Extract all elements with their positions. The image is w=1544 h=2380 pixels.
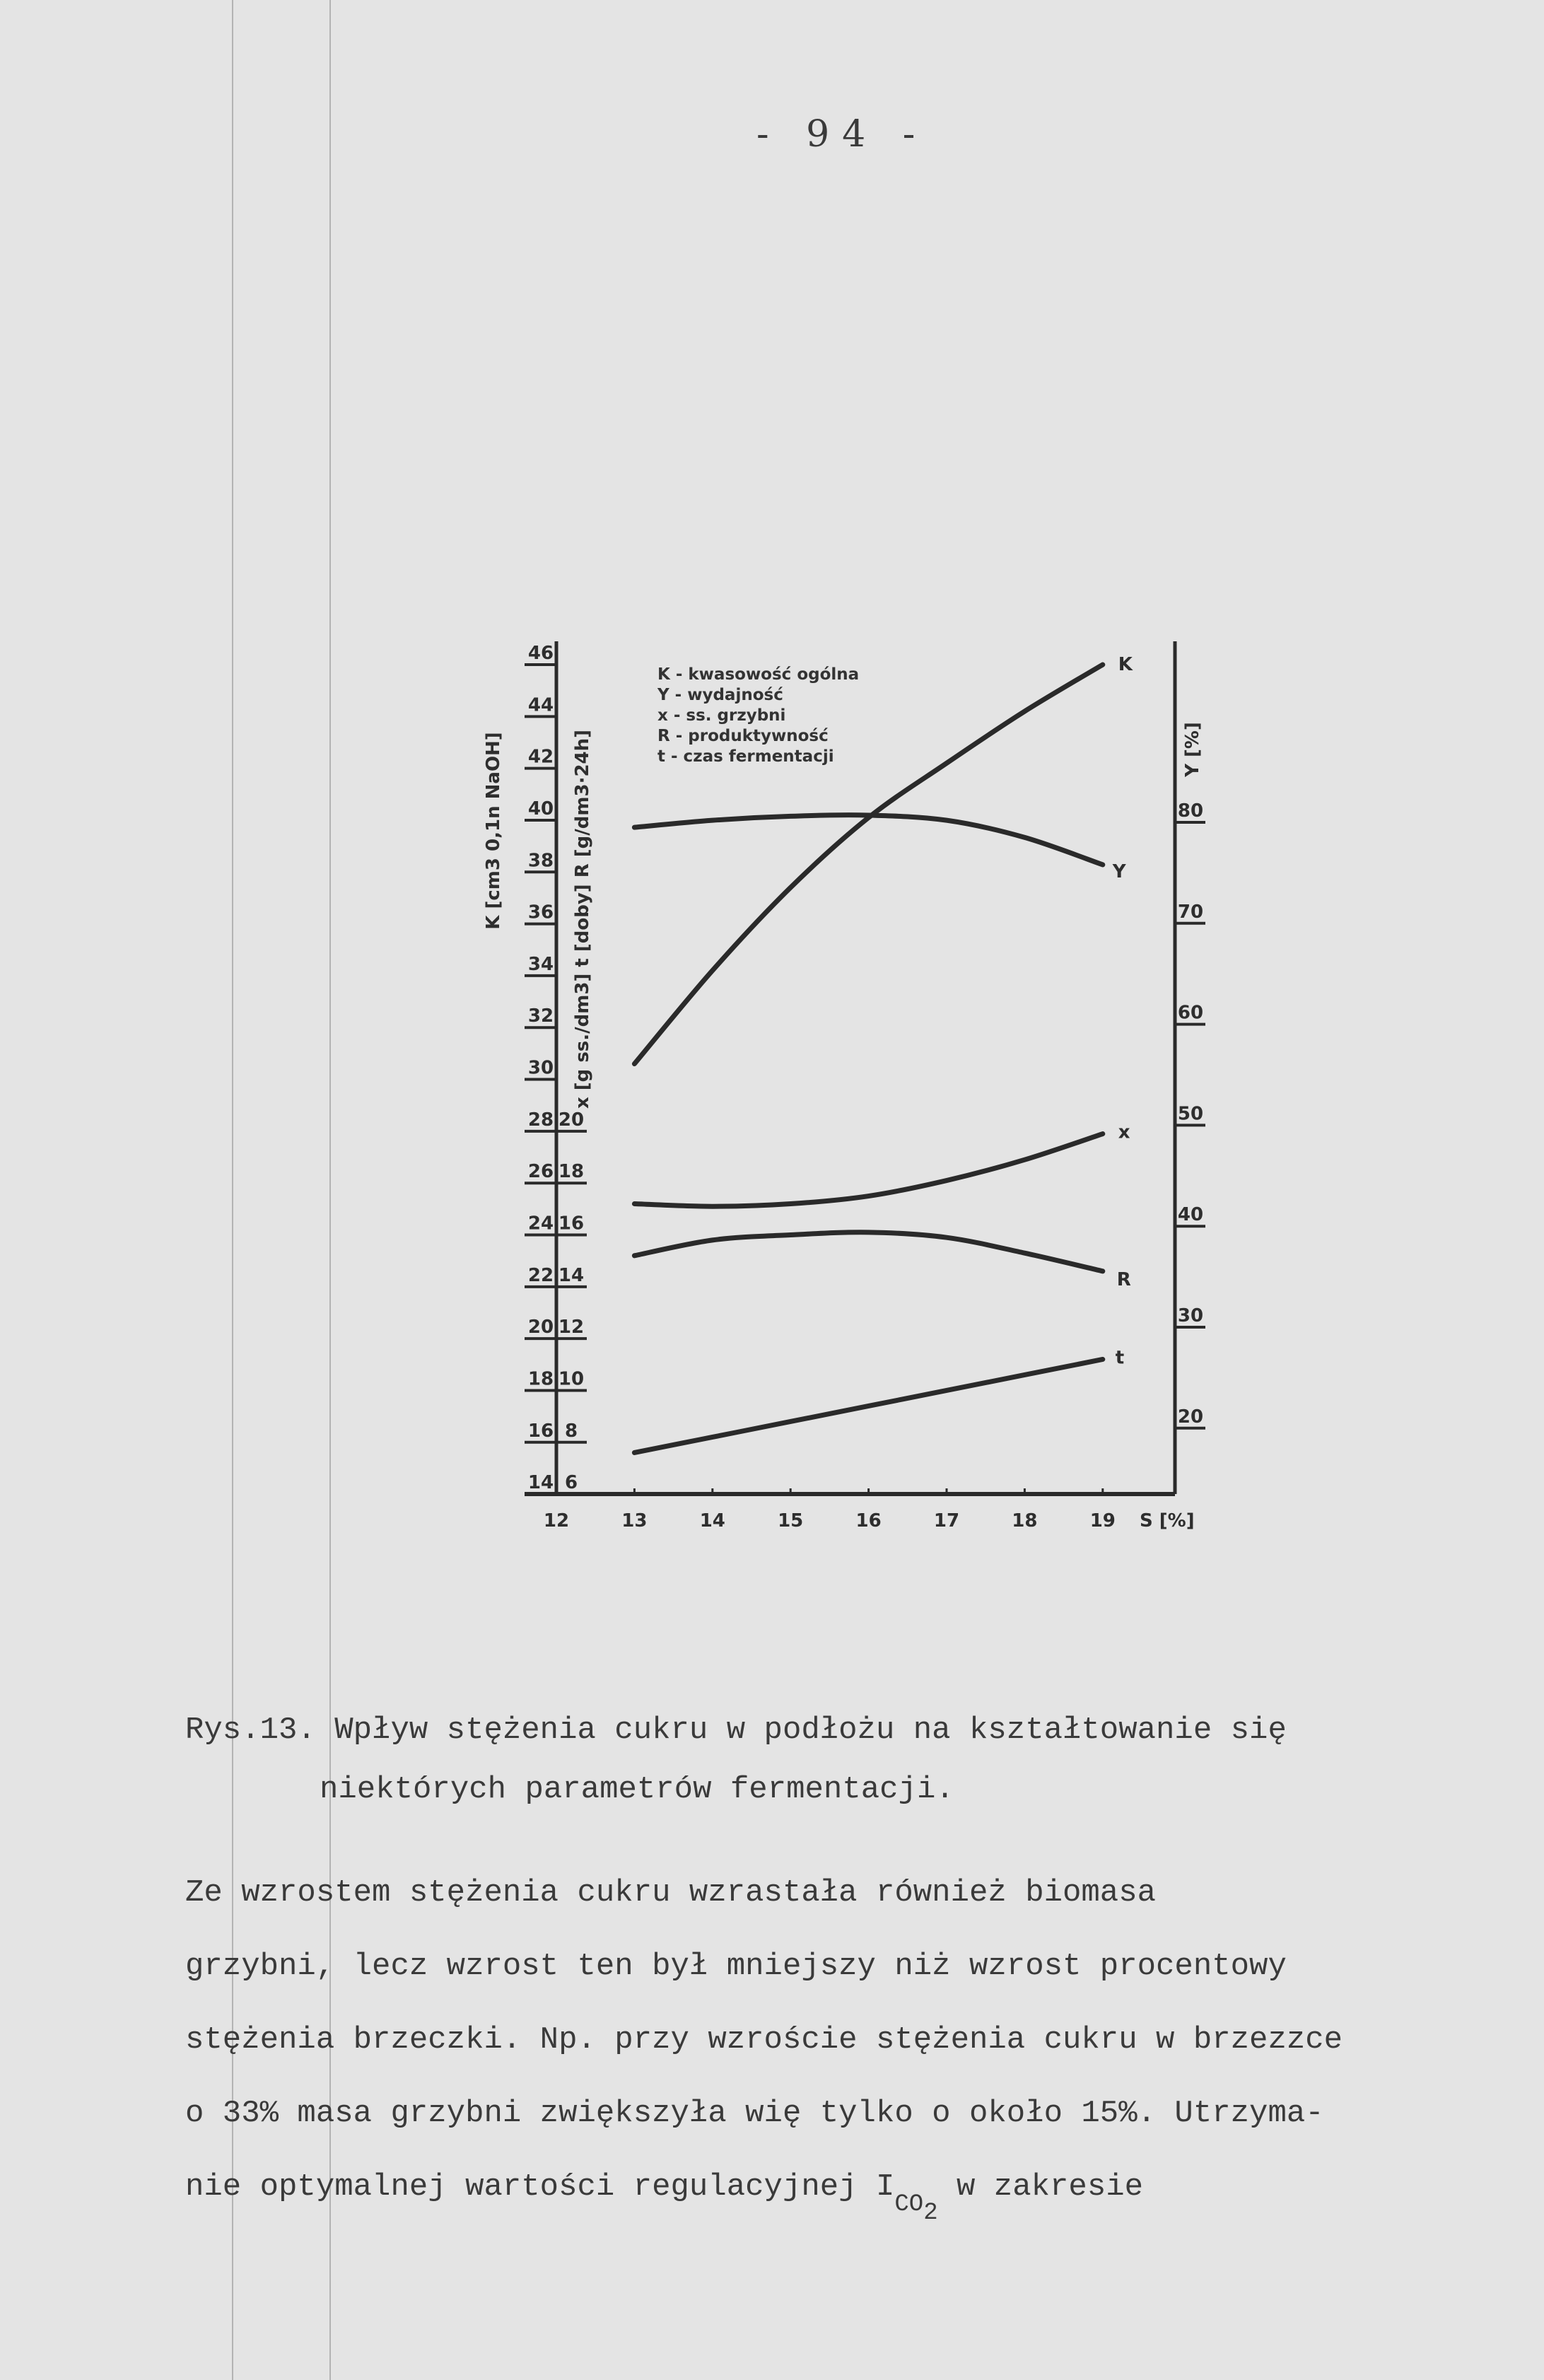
y-axis-title: Y [%] (1182, 722, 1203, 777)
legend-item-t: t - czas fermentacji (657, 747, 834, 766)
body-line: Ze wzrostem stężenia cukru wzrastała również biomasa (185, 1875, 1157, 1911)
inner-axis-tick-label: 20 (558, 1109, 585, 1131)
k-axis-tick-label: 34 (527, 953, 554, 975)
series-line-x (634, 1134, 1102, 1207)
x-axis-tick-label: 13 (621, 1510, 648, 1532)
series-end-label-r: R (1116, 1268, 1131, 1290)
chart-labels (483, 643, 1203, 1532)
legend-item-y: Y - wydajność (657, 686, 783, 704)
y-axis-tick-label: 30 (1177, 1305, 1204, 1326)
chart-axes (525, 641, 1205, 1494)
y-axis-tick-label: 20 (1177, 1406, 1204, 1428)
figure-caption (185, 1701, 1287, 1819)
chart-legend (657, 665, 859, 767)
k-axis-tick-label: 32 (527, 1005, 554, 1027)
series-line-r (634, 1232, 1102, 1271)
k-axis-tick-label: 16 (527, 1420, 554, 1442)
k-axis-tick-label: 38 (527, 850, 554, 872)
y-axis-tick-label: 70 (1177, 901, 1204, 923)
x-axis-tick-label: 19 (1089, 1510, 1116, 1532)
body-line-last (185, 2150, 1343, 2226)
k-axis-tick-label: 24 (527, 1213, 554, 1235)
x-axis-tick-label: 17 (933, 1510, 960, 1532)
y-axis-tick-label: 60 (1177, 1002, 1204, 1024)
k-axis-tick-label: 42 (527, 746, 554, 768)
k-axis-title: K [cm3 0,1n NaOH] (483, 732, 504, 930)
caption-line-2: niektórych parametrów fermentacji. (320, 1772, 954, 1807)
inner-axis-tick-label: 14 (558, 1264, 585, 1286)
k-axis-tick-label: 46 (527, 643, 554, 664)
k-axis-tick-label: 28 (527, 1109, 554, 1131)
chart-curves (634, 665, 1102, 1452)
k-axis-tick-label: 36 (527, 902, 554, 923)
series-end-label-y: Y (1112, 861, 1126, 882)
series-end-label-x: x (1118, 1121, 1130, 1143)
caption-line-1: Rys.13. Wpływ stężenia cukru w podłożu na kształtowanie się (185, 1713, 1287, 1748)
y-axis-tick-label: 80 (1177, 800, 1204, 822)
legend-item-x: x - ss. grzybni (657, 706, 786, 725)
series-end-label-t: t (1115, 1347, 1125, 1369)
subscript-co: CO (894, 2191, 924, 2218)
series-end-label-k: K (1118, 654, 1133, 675)
k-axis-tick-label: 20 (527, 1317, 554, 1338)
y-axis-tick-label: 50 (1177, 1103, 1204, 1125)
inner-axis-title: x [g ss./dm3] t [doby] R [g/dm3·24h] (572, 729, 593, 1109)
inner-axis-tick-label: 16 (558, 1213, 585, 1235)
series-line-y (634, 815, 1102, 865)
k-axis-tick-label: 30 (527, 1057, 554, 1079)
y-axis-tick-label: 40 (1177, 1204, 1204, 1226)
k-axis-tick-label: 14 (527, 1472, 554, 1494)
body-line: stężenia brzeczki. Np. przy wzroście stężenia cukru w brzezzce (185, 2022, 1343, 2058)
inner-axis-tick-label: 18 (558, 1161, 585, 1183)
subscript-2: 2 (923, 2200, 938, 2227)
body-line: o 33% masa grzybni zwiększyła wię tylko o około 15%. Utrzyma- (185, 2096, 1324, 2131)
k-axis-tick-label: 44 (527, 694, 554, 716)
page-number: - 94 - (756, 113, 928, 156)
series-line-t (634, 1359, 1102, 1452)
x-axis-title: S [%] (1140, 1510, 1195, 1532)
k-axis-tick-label: 22 (527, 1264, 554, 1286)
inner-axis-tick-label: 8 (564, 1420, 578, 1442)
legend-item-k: K - kwasowość ogólna (657, 665, 860, 684)
body-text-prefix: nie optymalnej wartości regulacyjnej I (185, 2169, 895, 2205)
body-text-suffix: w zakresie (937, 2169, 1144, 2205)
inner-axis-tick-label: 12 (558, 1317, 585, 1338)
x-axis-tick-label: 15 (778, 1510, 804, 1532)
k-axis-tick-label: 18 (527, 1368, 554, 1390)
inner-axis-tick-label: 6 (564, 1472, 578, 1494)
x-axis-tick-label: 14 (699, 1510, 725, 1532)
x-axis-tick-label: 16 (855, 1510, 882, 1532)
x-axis-tick-label: 18 (1012, 1510, 1038, 1532)
body-paragraph (185, 1856, 1343, 2226)
body-line: grzybni, lecz wzrost ten był mniejszy niż wzrost procentowy (185, 1949, 1287, 1984)
legend-item-r: R - produktywność (657, 727, 829, 745)
inner-axis-tick-label: 10 (558, 1368, 585, 1390)
x-axis-tick-label: 12 (543, 1510, 570, 1532)
k-axis-tick-label: 40 (527, 798, 554, 819)
k-axis-tick-label: 26 (527, 1161, 554, 1183)
